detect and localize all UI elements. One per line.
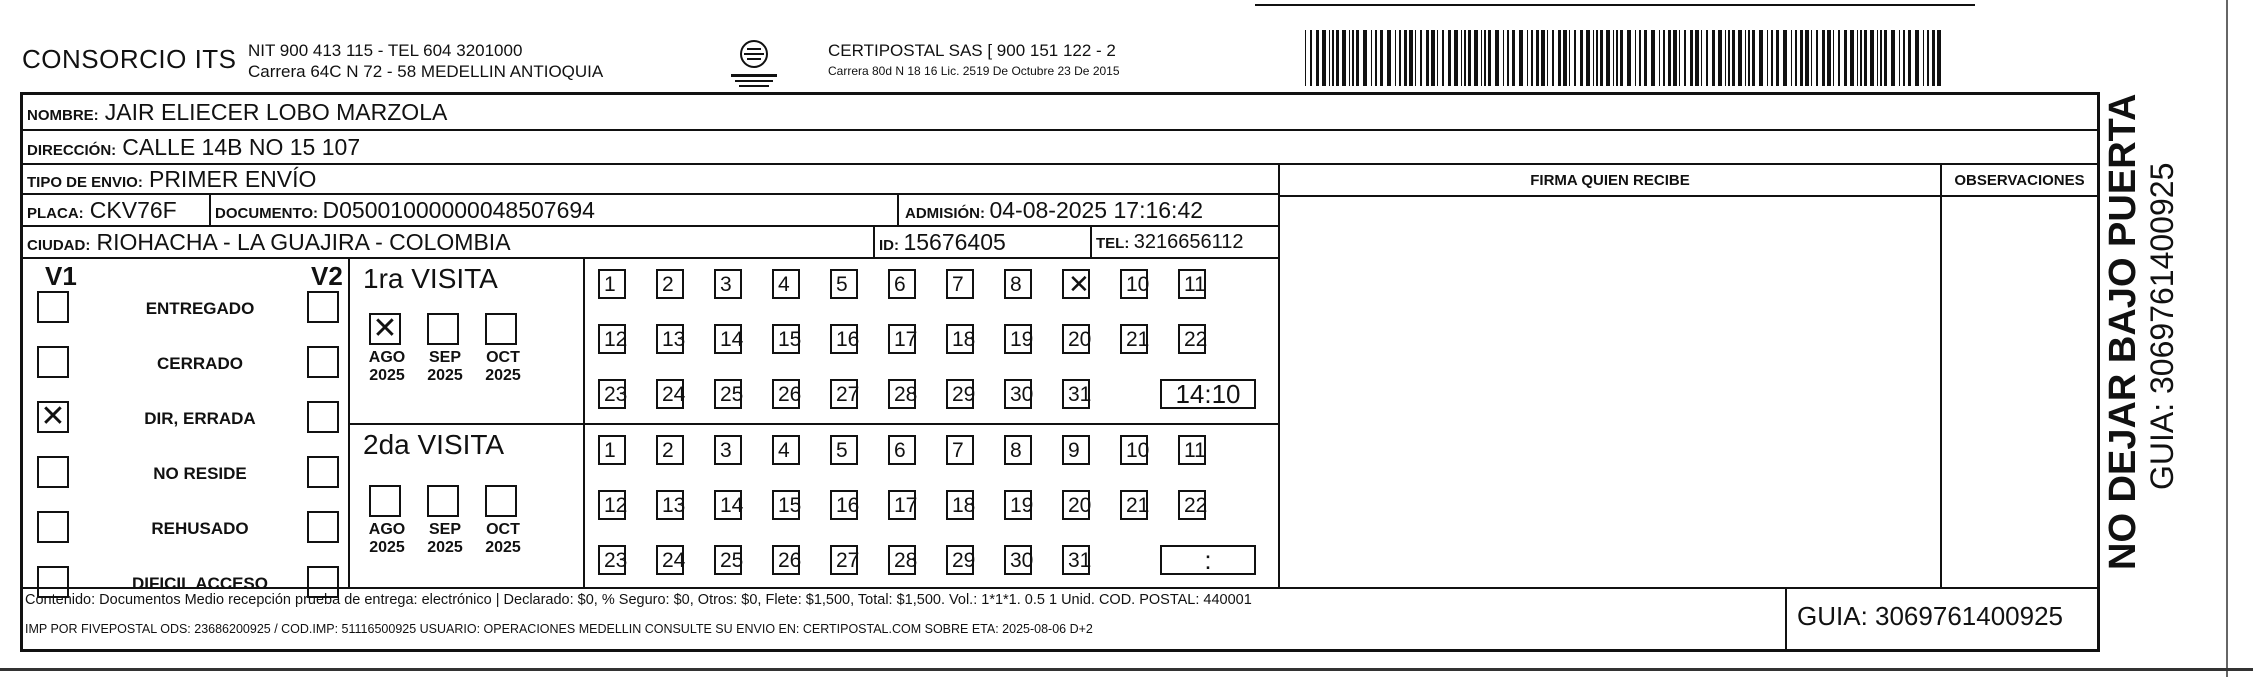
ciudad-label: CIUDAD: <box>27 237 91 254</box>
barcode-bar <box>1903 30 1905 86</box>
delivery-form <box>20 92 2100 652</box>
id-divider <box>873 227 875 259</box>
barcode-bar <box>1420 30 1422 86</box>
observaciones-label: OBSERVACIONES <box>1954 172 2085 189</box>
admision-label: ADMISIÓN: <box>905 205 985 222</box>
barcode-bar <box>1627 30 1631 86</box>
barcode-bar <box>1884 30 1887 86</box>
visita2-day-box[interactable]: 6 <box>888 435 916 465</box>
footer-guia-divider <box>1785 587 1787 649</box>
barcode-bar <box>1316 30 1319 86</box>
barcode-bar <box>1488 30 1491 86</box>
visita1-day-box[interactable]: 2 <box>656 269 684 299</box>
barcode-bar <box>1586 30 1590 86</box>
status-option-label: DIFICIL ACCESO <box>131 574 268 593</box>
tipo-envio-label: TIPO DE ENVIO: <box>27 174 143 191</box>
visita1-day-box[interactable]: 8 <box>1004 269 1032 299</box>
nit-line: NIT 900 413 115 - TEL 604 3201000 <box>248 41 523 60</box>
barcode-bar <box>1915 30 1919 86</box>
barcode-bar <box>1908 30 1911 86</box>
barcode-bar <box>1395 30 1396 86</box>
visita1-day-box[interactable]: 15 <box>772 324 800 354</box>
barcode-bar <box>1860 30 1862 86</box>
barcode-bar <box>1651 30 1655 86</box>
tel-cell <box>1096 227 1244 259</box>
barcode-bar <box>1800 30 1803 86</box>
side-guia: GUIA: 3069761400925 <box>2144 162 2180 490</box>
barcode-bar <box>1448 30 1451 86</box>
barcode-bar <box>1923 30 1924 86</box>
visita1-day-box[interactable]: 14 <box>714 324 742 354</box>
visita2-day-box[interactable]: 18 <box>946 490 974 520</box>
id-cell <box>879 227 1006 261</box>
barcode-bar <box>1706 30 1708 86</box>
visita2-day-box[interactable]: 13 <box>656 490 684 520</box>
visita2-day-box[interactable]: 15 <box>772 490 800 520</box>
documento-label: DOCUMENTO: <box>215 205 319 222</box>
barcode-bar <box>1336 30 1339 86</box>
barcode-bar <box>1759 30 1763 86</box>
barcode-bar <box>1569 30 1570 86</box>
v1-checkbox[interactable] <box>37 456 69 488</box>
visita2-month-checkbox[interactable] <box>485 485 517 517</box>
direccion-value: CALLE 14B NO 15 107 <box>122 134 361 160</box>
barcode-bar <box>1877 30 1878 86</box>
barcode <box>1305 30 1945 86</box>
visita2-day-box[interactable]: 2 <box>656 435 684 465</box>
barcode-bar <box>1399 30 1401 86</box>
documento-value: D05001000000048507694 <box>322 197 595 223</box>
signature-area[interactable] <box>1280 197 1938 587</box>
tipo-envio-row <box>23 165 1278 195</box>
visita2-month-checkbox[interactable] <box>427 485 459 517</box>
visita1-day-box[interactable]: 12 <box>598 324 626 354</box>
admision-divider <box>897 195 899 227</box>
tipo-envio-value: PRIMER ENVÍO <box>148 166 317 192</box>
status-option-label: NO RESIDE <box>153 464 247 483</box>
nombre-label: NOMBRE: <box>27 107 99 124</box>
visita1-day-box[interactable]: 7 <box>946 269 974 299</box>
visita1-day-box[interactable]: 17 <box>888 324 916 354</box>
visita1-day-box[interactable]: 28 <box>888 379 916 409</box>
barcode-bar <box>1838 30 1840 86</box>
barcode-bar <box>1380 30 1383 86</box>
visita2-day-box[interactable]: 21 <box>1120 490 1148 520</box>
barcode-bar <box>1563 30 1567 86</box>
barcode-bar <box>1461 30 1462 86</box>
documento-cell <box>215 195 595 229</box>
barcode-bar <box>1580 30 1583 86</box>
visita1-time-box[interactable]: 14:10 <box>1160 379 1256 409</box>
visita1-day-box[interactable]: 21 <box>1120 324 1148 354</box>
barcode-bar <box>1375 30 1377 86</box>
barcode-bar <box>1600 30 1603 86</box>
barcode-bar <box>1322 30 1326 86</box>
visita2-day-box[interactable]: 25 <box>714 545 742 575</box>
visita2-month-label: OCT <box>486 521 520 538</box>
frame-right-edge <box>2226 0 2228 677</box>
barcode-bar <box>1899 30 1900 86</box>
v1-checkbox[interactable] <box>37 346 69 378</box>
footer-line1: Contenido: Documentos Medio recepción prueba de entrega: electrónico | Declarado: $0, % Seguro: $0, Otros: $0, Flete: $1,500, Total: $1,500. Vol.: 1*1*1. 0.5 1 Unid. COD. POSTAL: 440001 <box>25 592 1252 608</box>
v2-checkbox[interactable] <box>307 511 339 543</box>
visita2-day-box[interactable]: 16 <box>830 490 858 520</box>
tel-divider <box>1090 227 1092 259</box>
barcode-bar <box>1679 30 1680 86</box>
visita2-day-box[interactable]: 17 <box>888 490 916 520</box>
barcode-bar <box>1620 30 1623 86</box>
v1-checkbox[interactable] <box>37 511 69 543</box>
visita1-day-box[interactable]: 30 <box>1004 379 1032 409</box>
barcode-bar <box>1844 30 1847 86</box>
visita2-day-box[interactable]: 9 <box>1062 435 1090 465</box>
certipostal-address: Carrera 80d N 18 16 Lic. 2519 De Octubre 23 De 2015 <box>828 64 1120 78</box>
barcode-bar <box>1752 30 1755 86</box>
nombre-row <box>23 95 2097 131</box>
visita2-day-box[interactable]: 27 <box>830 545 858 575</box>
placa-label: PLACA: <box>27 205 84 222</box>
visita2-month-label: SEP <box>428 521 461 538</box>
v2-checkbox[interactable] <box>307 456 339 488</box>
visita1-day-box[interactable]: 16 <box>830 324 858 354</box>
visita1-day-box[interactable]: 5 <box>830 269 858 299</box>
v2-header: V2 <box>311 261 343 291</box>
status-option-label: REHUSADO <box>151 519 249 538</box>
barcode-bar <box>1827 30 1831 86</box>
v1-header: V1 <box>45 261 77 291</box>
side-warning: NO DEJAR BAJO PUERTA <box>2102 93 2144 570</box>
barcode-bar <box>1745 30 1746 86</box>
barcode-bar <box>1454 30 1458 86</box>
barcode-bar <box>1927 30 1929 86</box>
barcode-bar <box>1795 30 1797 86</box>
certipostal-line: CERTIPOSTAL SAS [ 900 151 122 - 2 <box>828 41 1116 60</box>
visita2-day-box[interactable]: 3 <box>714 435 742 465</box>
barcode-bar <box>1371 30 1372 86</box>
barcode-bar <box>1725 30 1726 86</box>
status-option-label: DIR, ERRADA <box>144 409 256 428</box>
barcode-bar <box>1870 30 1874 86</box>
barcode-bar <box>1771 30 1773 86</box>
barcode-bar <box>1512 30 1515 86</box>
barcode-bar <box>1541 30 1545 86</box>
v1-checkbox[interactable]: ✕ <box>37 401 69 433</box>
barcode-bar <box>1891 30 1895 86</box>
barcode-bar <box>1718 30 1722 86</box>
visita1-day-box[interactable]: 27 <box>830 379 858 409</box>
visita2-day-box[interactable]: 23 <box>598 545 626 575</box>
visita2-day-box[interactable]: 5 <box>830 435 858 465</box>
barcode-bar <box>1305 30 1306 86</box>
v2-checkbox[interactable] <box>307 291 339 323</box>
visita1-year-label: 2025 <box>427 367 463 384</box>
visita2-day-box[interactable]: 31 <box>1062 545 1090 575</box>
id-label: ID: <box>879 237 899 254</box>
barcode-bar <box>1363 30 1367 86</box>
barcode-bar <box>1519 30 1523 86</box>
barcode-bar <box>1404 30 1407 86</box>
visita1-day-box[interactable]: 22 <box>1178 324 1206 354</box>
certipostal-logo <box>725 36 783 92</box>
barcode-bar <box>1409 30 1413 86</box>
barcode-bar <box>1712 30 1715 86</box>
barcode-bar <box>1850 30 1854 86</box>
ciudad-value: RIOHACHA - LA GUAJIRA - COLOMBIA <box>96 229 511 255</box>
barcode-bar <box>1857 30 1858 86</box>
visita1-month-label: AGO <box>368 349 406 366</box>
observaciones-area[interactable] <box>1942 197 2097 587</box>
visita1-day-box[interactable]: 11 <box>1178 269 1206 299</box>
footer-line2: IMP POR FIVEPOSTAL ODS: 23686200925 / COD.IMP: 51116500925 USUARIO: OPERACIONES MEDELLIN CONSULTE SU ENVIO EN: CERTIPOSTAL.COM SOBRE ETA: 2025-08-06 D+2 <box>25 622 1093 636</box>
barcode-bar <box>1332 30 1334 86</box>
barcode-bar <box>1464 30 1466 86</box>
tel-value: 3216656112 <box>1133 231 1244 253</box>
visit-separator <box>348 423 1278 425</box>
visita2-day-box[interactable]: 7 <box>946 435 974 465</box>
barcode-bar <box>1468 30 1471 86</box>
barcode-bar <box>1639 30 1641 86</box>
visita1-day-box[interactable]: 25 <box>714 379 742 409</box>
visita1-day-box[interactable]: ✕ <box>1062 269 1090 299</box>
company-name: CONSORCIO ITS <box>22 44 237 74</box>
barcode-bar <box>1342 30 1346 86</box>
visita2-year-label: 2025 <box>427 539 463 556</box>
visita2-day-box[interactable]: 24 <box>656 545 684 575</box>
barcode-bar <box>1644 30 1647 86</box>
footer-guia: GUIA: 3069761400925 <box>1797 601 2063 631</box>
barcode-bar <box>1776 30 1779 86</box>
visita1-day-box[interactable]: 31 <box>1062 379 1090 409</box>
status-option-label: ENTREGADO <box>145 299 255 318</box>
visita1-day-box[interactable]: 13 <box>656 324 684 354</box>
barcode-bar <box>1329 30 1330 86</box>
admision-value: 04-08-2025 17:16:42 <box>989 197 1204 223</box>
visita2-time-box[interactable]: : <box>1160 545 1256 575</box>
visita2-day-box[interactable]: 20 <box>1062 490 1090 520</box>
barcode-bar <box>1673 30 1677 86</box>
barcode-bar <box>1663 30 1665 86</box>
visita1-day-box[interactable]: 4 <box>772 269 800 299</box>
frame-bottom-edge <box>0 668 2253 671</box>
barcode-bar <box>1690 30 1693 86</box>
barcode-bar <box>1442 30 1444 86</box>
visita2-day-box[interactable]: 1 <box>598 435 626 465</box>
barcode-bar <box>1310 30 1312 86</box>
visita2-day-box[interactable]: 12 <box>598 490 626 520</box>
barcode-bar <box>1596 30 1598 86</box>
v2-checkbox[interactable] <box>307 401 339 433</box>
barcode-bar <box>1495 30 1499 86</box>
barcode-bar <box>1431 30 1435 86</box>
barcode-bar <box>1783 30 1787 86</box>
barcode-bar <box>1481 30 1482 86</box>
barcode-bar <box>1616 30 1618 86</box>
visita2-day-box[interactable]: 29 <box>946 545 974 575</box>
visita2-day-box[interactable]: 30 <box>1004 545 1032 575</box>
placa-divider <box>209 195 211 227</box>
v2-checkbox[interactable] <box>307 346 339 378</box>
visita1-month-checkbox[interactable] <box>427 313 459 345</box>
barcode-bar <box>1932 30 1935 86</box>
id-value: 15676405 <box>903 229 1006 255</box>
barcode-bar <box>1387 30 1391 86</box>
barcode-bar <box>1415 30 1416 86</box>
visita2-day-box[interactable]: 28 <box>888 545 916 575</box>
placa-value: CKV76F <box>89 197 177 223</box>
status-option-label: CERRADO <box>157 354 243 373</box>
barcode-bar <box>1864 30 1867 86</box>
company-info <box>248 40 603 82</box>
barcode-bar <box>1356 30 1359 86</box>
address-line: Carrera 64C N 72 - 58 MEDELLIN ANTIOQUIA <box>248 62 604 81</box>
barcode-bar <box>1426 30 1429 86</box>
barcode-bar <box>1748 30 1750 86</box>
barcode-bar <box>1352 30 1354 86</box>
visita2-day-box[interactable]: 14 <box>714 490 742 520</box>
barcode-bar <box>1484 30 1486 86</box>
barcode-bar <box>1531 30 1533 86</box>
barcode-bar <box>1503 30 1504 86</box>
barcode-bar <box>1527 30 1528 86</box>
visita1-day-box[interactable]: 29 <box>946 379 974 409</box>
visita2-day-box[interactable]: 26 <box>772 545 800 575</box>
visita1-year-label: 2025 <box>369 367 405 384</box>
visita2-month-label: AGO <box>368 521 406 538</box>
visita1-month-checkbox[interactable] <box>485 313 517 345</box>
visita2-day-box[interactable]: 8 <box>1004 435 1032 465</box>
barcode-bar <box>1558 30 1561 86</box>
visita1-day-box[interactable]: 20 <box>1062 324 1090 354</box>
barcode-bar <box>1507 30 1509 86</box>
visita1-day-box[interactable]: 26 <box>772 379 800 409</box>
barcode-bar <box>1574 30 1576 86</box>
barcode-bar <box>1816 30 1818 86</box>
certipostal-info <box>828 40 1120 82</box>
barcode-bar <box>1437 30 1438 86</box>
visita1-year-label: 2025 <box>485 367 521 384</box>
admision-cell <box>905 195 1203 229</box>
v1-checkbox[interactable] <box>37 291 69 323</box>
barcode-bar <box>1552 30 1554 86</box>
visita1-day-box[interactable]: 24 <box>656 379 684 409</box>
top-border-line <box>1255 4 1975 6</box>
barcode-bar <box>1805 30 1809 86</box>
visita2-day-box[interactable]: 4 <box>772 435 800 465</box>
barcode-bar <box>1659 30 1660 86</box>
visita2-year-label: 2025 <box>485 539 521 556</box>
barcode-bar <box>1547 30 1548 86</box>
visita2-year-label: 2025 <box>369 539 405 556</box>
visita1-day-box[interactable]: 18 <box>946 324 974 354</box>
visita2-day-box[interactable]: 19 <box>1004 490 1032 520</box>
barcode-bar <box>1822 30 1825 86</box>
barcode-bar <box>1732 30 1735 86</box>
barcode-bar <box>1880 30 1882 86</box>
visita1-day-box[interactable]: 23 <box>598 379 626 409</box>
visita1-month-checkbox[interactable]: ✕ <box>369 313 401 345</box>
visita2-day-box[interactable]: 10 <box>1120 435 1148 465</box>
visita2-day-box[interactable]: 11 <box>1178 435 1206 465</box>
visita1-day-box[interactable]: 6 <box>888 269 916 299</box>
barcode-bar <box>1613 30 1614 86</box>
barcode-bar <box>1791 30 1792 86</box>
visita1-day-box[interactable]: 10 <box>1120 269 1148 299</box>
nombre-value: JAIR ELIECER LOBO MARZOLA <box>104 99 448 125</box>
barcode-bar <box>1701 30 1702 86</box>
barcode-bar <box>1349 30 1350 86</box>
tel-label: TEL: <box>1096 235 1130 252</box>
barcode-bar <box>1695 30 1699 86</box>
direccion-row <box>23 131 2097 165</box>
visita1-day-box[interactable]: 3 <box>714 269 742 299</box>
barcode-bar <box>1937 30 1941 86</box>
direccion-label: DIRECCIÓN: <box>27 142 117 159</box>
barcode-bar <box>1684 30 1686 86</box>
visita2-month-checkbox[interactable] <box>369 485 401 517</box>
barcode-bar <box>1593 30 1594 86</box>
visita2-day-box[interactable]: 22 <box>1178 490 1206 520</box>
barcode-bar <box>1668 30 1671 86</box>
visita1-month-label: OCT <box>486 349 520 366</box>
barcode-bar <box>1635 30 1636 86</box>
barcode-bar <box>1811 30 1812 86</box>
barcode-bar <box>1474 30 1478 86</box>
visita2-title: 2da VISITA <box>363 429 505 460</box>
barcode-bar <box>1833 30 1834 86</box>
barcode-bar <box>1606 30 1610 86</box>
firma-label: FIRMA QUIEN RECIBE <box>1530 172 1690 189</box>
barcode-bar <box>1738 30 1742 86</box>
barcode-bar <box>1728 30 1730 86</box>
visita1-day-box[interactable]: 19 <box>1004 324 1032 354</box>
barcode-bar <box>1767 30 1768 86</box>
visita1-month-label: SEP <box>428 349 461 366</box>
visita1-title: 1ra VISITA <box>363 263 498 294</box>
barcode-bar <box>1536 30 1539 86</box>
visita1-day-box[interactable]: 1 <box>598 269 626 299</box>
